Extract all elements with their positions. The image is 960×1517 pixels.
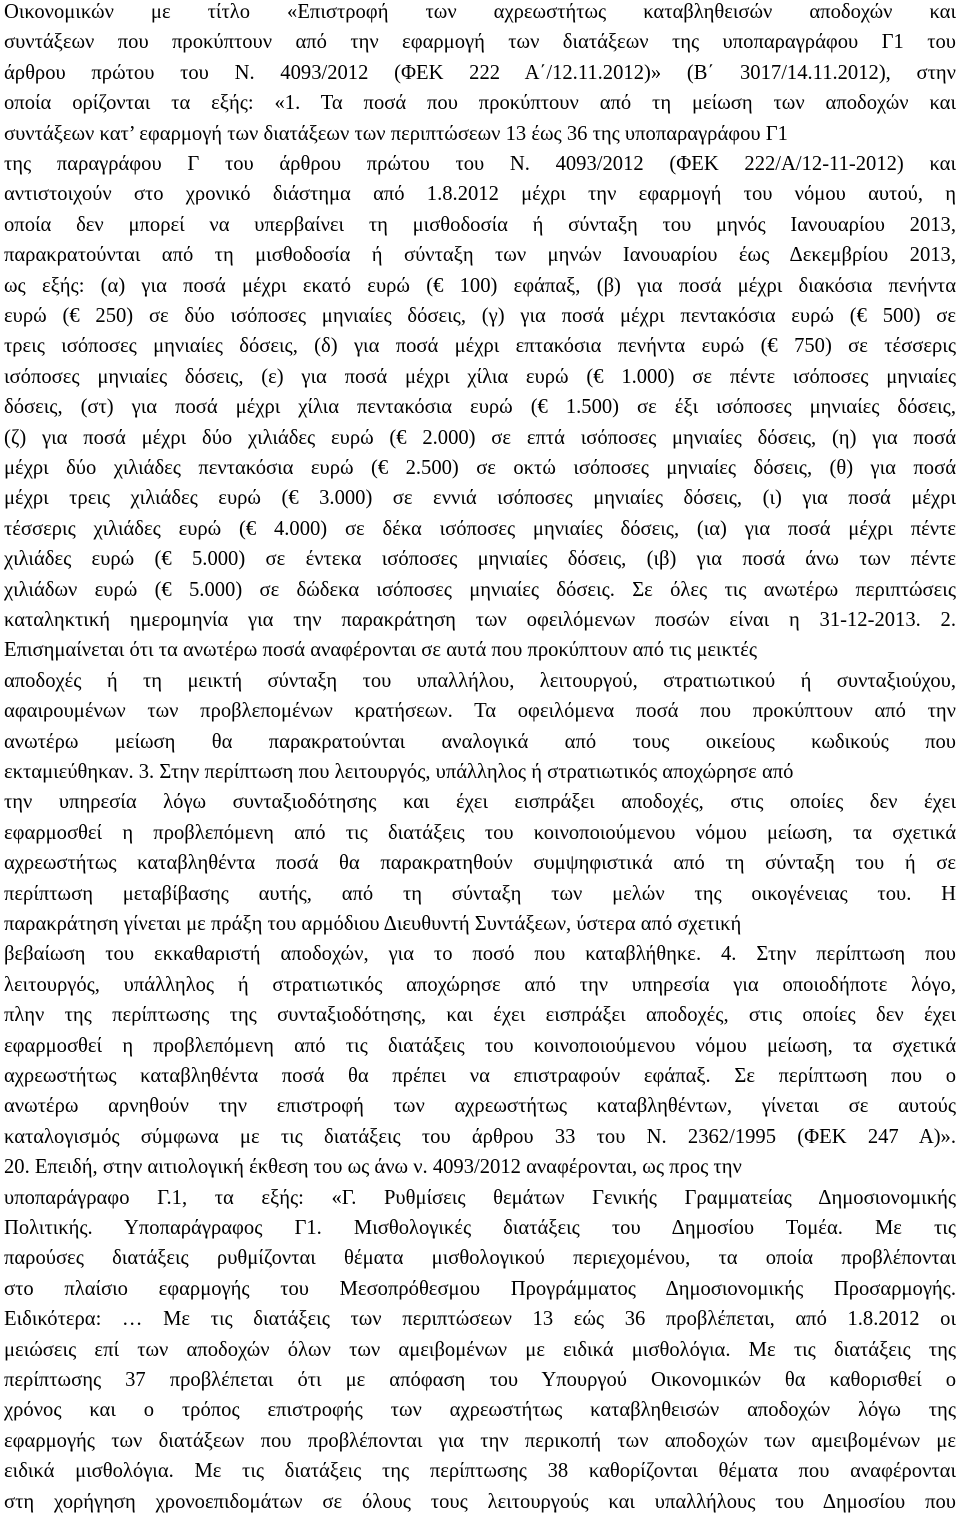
text-line: άρθρου πρώτου του Ν. 4093/2012 (ΦΕΚ 222 Α΄/12.11.2012)» (Β΄ 3017/14.11.2012), στην bbox=[4, 61, 956, 84]
text-line: την υπηρεσία λόγω συνταξιοδότησης και έχει εισπράξει αποδοχές, στις οποίες δεν έχει bbox=[4, 791, 956, 814]
document-page bbox=[4, 0, 956, 1513]
text-line: Ειδικότερα: … Με τις διατάξεις των περιπτώσεων 13 εώς 36 προβλέπεται, από 1.8.2012 οι bbox=[4, 1308, 956, 1331]
text-line: καταληκτική ημερομηνία για την παρακράτηση των οφειλόμενων ποσών είναι η 31-12-2013. 2. bbox=[4, 609, 956, 631]
text-line: τέσσερις χιλιάδες ευρώ (€ 4.000) σε δέκα ισόποσες μηνιαίες δόσεις, (ια) για ποσά μέχρι πέντε bbox=[4, 517, 956, 540]
text-line: ειδικά μισθολόγια. Με τις διατάξεις της περίπτωσης 38 καθορίζονται θέματα που αναφέρονται bbox=[4, 1460, 956, 1483]
text-line: οποία ορίζονται τα εξής: «1. Τα ποσά που προκύπτουν από τη μείωση των αποδοχών και bbox=[4, 92, 956, 115]
text-line: ανωτέρω αρνηθούν την επιστροφή των αχρεωστήτως καταβληθέντων, γίνεται σε αυτούς bbox=[4, 1095, 956, 1118]
text-line: παρακρατούνται από τη μισθοδοσία ή σύνταξη των μηνών Ιανουαρίου έως Δεκεμβρίου 2013, bbox=[4, 244, 956, 267]
text-line: της παραγράφου Γ του άρθρου πρώτου του Ν. 4093/2012 (ΦΕΚ 222/Α/12-11-2012) και bbox=[4, 153, 956, 175]
text-line: αντιστοιχούν στο χρονικό διάστημα από 1.8.2012 μέχρι την εφαρμογή του νόμου αυτού, η bbox=[4, 183, 956, 206]
text-line: εφαρμογής των διατάξεων που προβλέπονται για την περικοπή των αποδοχών των αμειβομένων με bbox=[4, 1429, 956, 1452]
text-line: βεβαίωση του εκκαθαριστή αποδοχών, για το ποσό που καταβλήθηκε. 4. Στην περίπτωση που bbox=[4, 943, 956, 966]
text-line: χιλιάδων ευρώ (€ 5.000) σε δώδεκα ισόποσες μηνιαίες δόσεις. Σε όλες τις ανωτέρω περιπτώσεις bbox=[4, 578, 956, 601]
text-line: περίπτωσης 37 προβλέπεται ότι με απόφαση του Υπουργού Οικονομικών θα καθορισθεί ο bbox=[4, 1369, 956, 1391]
text-line: ανωτέρω μείωση θα παρακρατούνται αναλογικά από τους οικείους κωδικούς που bbox=[4, 730, 956, 753]
text-line: εφαρμοσθεί η προβλεπόμενη από τις διατάξεις του κοινοποιούμενου νόμου μείωση, τα σχετικά bbox=[4, 1034, 956, 1057]
text-line: αποδοχές ή τη μεικτή σύνταξη του υπαλλήλου, λειτουργού, στρατιωτικού ή συνταξιούχου, bbox=[4, 669, 956, 692]
text-line: τρεις ισόποσες μηνιαίες δόσεις, (δ) για ποσά μέχρι επτακόσια πενήντα ευρώ (€ 750) σε τέσσερις bbox=[4, 335, 956, 358]
text-line: υποπαράγραφο Γ.1, τα εξής: «Γ. Ρυθμίσεις θεμάτων Γενικής Γραμματείας Δημοσιονομικής bbox=[4, 1186, 956, 1209]
text-line: Επισημαίνεται ότι τα ανωτέρω ποσά αναφέρονται σε αυτά που προκύπτουν από τις μεικτές bbox=[4, 639, 758, 662]
text-line: αχρεωστήτως καταβληθέντα ποσά θα παρακρατηθούν συμψηφιστικά από τη σύνταξη του ή σε bbox=[4, 852, 956, 875]
text-line: Πολιτικής. Υποπαράγραφος Γ1. Μισθολογικές διατάξεις του Δημοσίου Τομέα. Με τις bbox=[4, 1217, 956, 1239]
text-line: παρακράτηση γίνεται με πράξη του αρμόδιου Διευθυντή Συντάξεων, ύστερα από σχετική bbox=[4, 913, 742, 935]
text-line: μέχρι τρεις χιλιάδες ευρώ (€ 3.000) σε εννιά ισόποσες μηνιαίες δόσεις, (ι) για ποσά μέχρι bbox=[4, 487, 956, 510]
text-line: Οικονομικών με τίτλο «Επιστροφή των αχρεωστήτως καταβληθεισών αποδοχών και bbox=[4, 1, 956, 23]
text-line: οποία δεν μπορεί να υπερβαίνει τη μισθοδοσία ή σύνταξη του μηνός Ιανουαρίου 2013, bbox=[4, 213, 956, 236]
text-line: εκταμιεύθηκαν. 3. Στην περίπτωση που λειτουργός, υπάλληλος ή στρατιωτικός αποχώρησε από bbox=[4, 761, 794, 783]
text-line: συντάξεων που προκύπτουν από την εφαρμογή των διατάξεων της υποπαραγράφου Γ1 του bbox=[4, 31, 956, 54]
text-line: εφαρμοσθεί η προβλεπόμενη από τις διατάξεις του κοινοποιούμενου νόμου μείωση, τα σχετικά bbox=[4, 821, 956, 844]
text-line: λειτουργός, υπάλληλος ή στρατιωτικός αποχώρησε από την υπηρεσία για οποιοδήποτε λόγο, bbox=[4, 973, 956, 996]
text-line: παρούσες διατάξεις ρυθμίζονται θέματα μισθολογικού περιεχομένου, τα οποία προβλέπονται bbox=[4, 1247, 956, 1270]
text-line: περίπτωση μεταβίβασης αυτής, από τη σύνταξη των μελών της οικογένειας του. Η bbox=[4, 882, 956, 905]
text-line: πλην της περίπτωσης της συνταξιοδότησης, και έχει εισπράξει αποδοχές, στις οποίες δεν έχει bbox=[4, 1004, 956, 1027]
text-line: ως εξής: (α) για ποσά μέχρι εκατό ευρώ (€ 100) εφάπαξ, (β) για ποσά μέχρι διακόσια πενήντα bbox=[4, 274, 956, 297]
text-line: συντάξεων κατ’ εφαρμογή των διατάξεων των περιπτώσεων 13 έως 36 της υποπαραγράφου Γ1 bbox=[4, 122, 788, 145]
text-line: αφαιρουμένων των προβλεπομένων κρατήσεων. Τα οφειλόμενα ποσά που προκύπτουν από την bbox=[4, 700, 956, 723]
text-line: μέχρι δύο χιλιάδες πεντακόσια ευρώ (€ 2.500) σε οκτώ ισόποσες μηνιαίες δόσεις, (θ) για ποσά bbox=[4, 457, 956, 479]
text-line: ισόποσες μηνιαίες δόσεις, (ε) για ποσά μέχρι χίλια ευρώ (€ 1.000) σε πέντε ισόποσες μηνιαίες bbox=[4, 365, 956, 388]
text-line: χιλιάδες ευρώ (€ 5.000) σε έντεκα ισόποσες μηνιαίες δόσεις, (ιβ) για ποσά άνω των πέντε bbox=[4, 548, 956, 571]
text-line: μειώσεις επί των αποδοχών όλων των αμειβομένων με ειδικά μισθολόγια. Με τις διατάξεις της bbox=[4, 1338, 956, 1361]
text-line: δόσεις, (στ) για ποσά μέχρι χίλια πεντακόσια ευρώ (€ 1.500) σε έξι ισόποσες μηνιαίες δόσεις, bbox=[4, 396, 956, 419]
text-line: αχρεωστήτως καταβληθέντα ποσά θα πρέπει να επιστραφούν εφάπαξ. Σε περίπτωση που ο bbox=[4, 1065, 956, 1087]
text-line: ευρώ (€ 250) σε δύο ισόποσες μηνιαίες δόσεις, (γ) για ποσά μέχρι πεντακόσια ευρώ (€ 500) σε bbox=[4, 305, 956, 327]
text-line: (ζ) για ποσά μέχρι δύο χιλιάδες ευρώ (€ 2.000) σε επτά ισόποσες μηνιαίες δόσεις, (η) για ποσά bbox=[4, 426, 956, 449]
text-line: στο πλαίσιο εφαρμογής του Μεσοπρόθεσμου Προγράμματος Δημοσιονομικής Προσαρμογής. bbox=[4, 1277, 956, 1300]
text-line: 20. Επειδή, στην αιτιολογική έκθεση του ως άνω ν. 4093/2012 αναφέρονται, ως προς την bbox=[4, 1156, 742, 1179]
text-line: καταλογισμός σύμφωνα με τις διατάξεις του άρθρου 33 του Ν. 2362/1995 (ΦΕΚ 247 Α)». bbox=[4, 1125, 956, 1148]
text-line: στη χορήγηση χρονοεπιδομάτων σε όλους τους λειτουργούς και υπαλλήλους του Δημοσίου που bbox=[4, 1490, 956, 1513]
text-line: χρόνος και ο τρόπος επιστροφής των αχρεωστήτως καταβληθεισών αποδοχών λόγω της bbox=[4, 1399, 956, 1422]
